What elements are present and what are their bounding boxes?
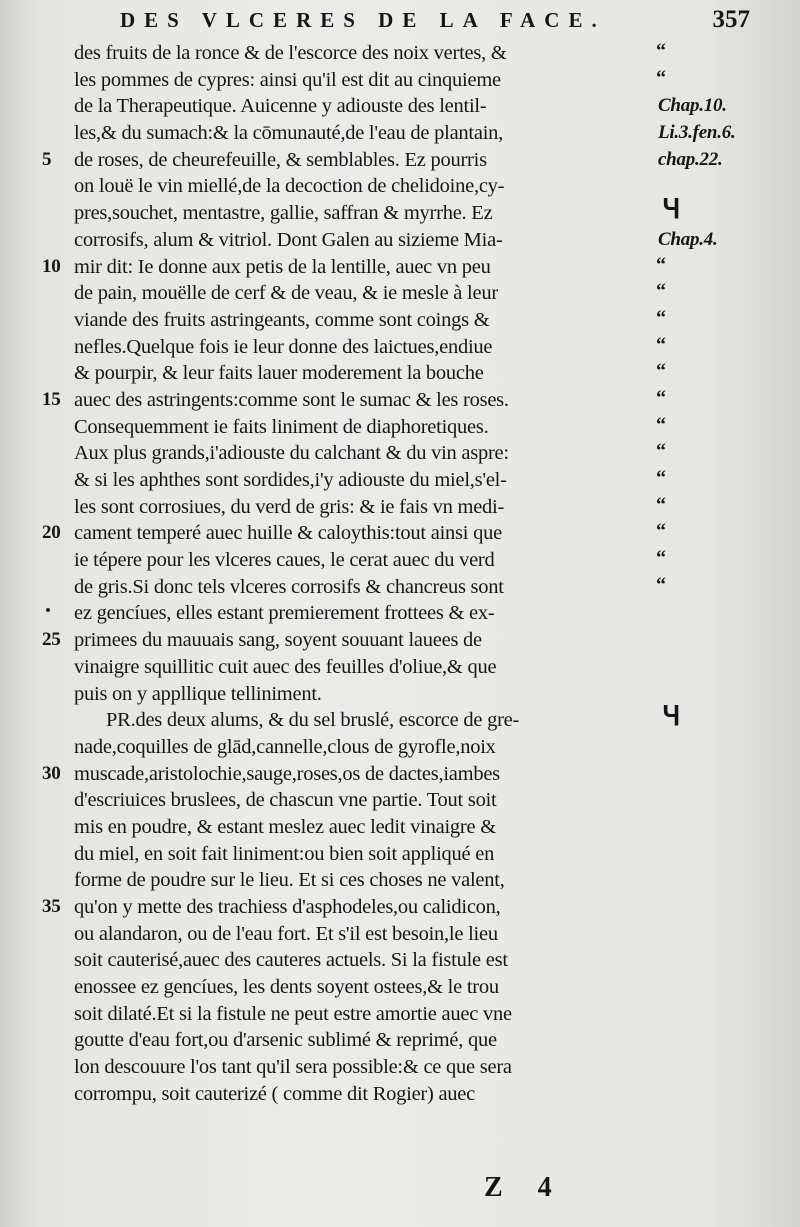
line-text: on louë le vin miellé,de la decoction de chelidoine,cy-	[74, 175, 505, 198]
margin-note: chap.22.	[658, 148, 723, 170]
line-text: du miel, en soit fait liniment:ou bien soit appliqué en	[74, 842, 495, 865]
line-text: de la Therapeutique. Auicenne y adiouste des lentil-	[74, 95, 487, 118]
line-text: viande des fruits astringeants, comme sont coings &	[74, 308, 490, 331]
quotation-mark: “	[656, 333, 666, 356]
text-line	[64, 654, 654, 681]
text-line	[64, 1001, 654, 1028]
line-text: pres,souchet, mentastre, gallie, saffran & myrrhe. Ez	[74, 202, 493, 225]
margin-note: Chap.4.	[658, 228, 718, 250]
quotation-mark: “	[656, 280, 666, 303]
quotation-mark: “	[656, 440, 666, 463]
quotation-mark: “	[656, 520, 666, 543]
text-line	[64, 867, 654, 894]
text-line	[64, 120, 736, 147]
line-text: les sont corrosiues, du verd de gris: & ie fais vn medi-	[74, 495, 505, 518]
text-line	[64, 1081, 654, 1108]
text-line	[64, 1054, 654, 1081]
line-text: qu'on y mette des trachiess d'asphodeles,ou calidicon,	[74, 896, 501, 918]
text-line	[64, 1027, 654, 1054]
text-line	[64, 173, 654, 200]
quotation-mark: “	[656, 253, 666, 276]
quotation-mark: “	[656, 360, 666, 383]
line-text: de gris.Si donc tels vlceres corrosifs & chancreus sont	[74, 575, 504, 598]
line-number: 30	[42, 762, 61, 784]
text-line	[64, 360, 666, 387]
text-line	[42, 627, 654, 654]
text-line	[64, 734, 654, 761]
line-text: de pain, mouëlle de cerf & de veau, & ie mesle à leur	[74, 282, 498, 305]
text-line	[64, 227, 718, 254]
text-line	[64, 440, 666, 467]
text-line	[64, 701, 681, 734]
text-line	[42, 147, 723, 174]
line-text: Aux plus grands,i'adiouste du calchant & du vin aspre:	[74, 442, 509, 465]
quotation-mark: “	[656, 386, 666, 409]
line-text: vinaigre squillitic cuit auec des feuilles d'oliue,& que	[74, 655, 497, 678]
quotation-mark: “	[656, 493, 666, 516]
text-line	[42, 253, 666, 281]
line-text: nefles.Quelque fois ie leur donne des laictues,endiue	[74, 335, 493, 358]
text-line	[64, 467, 666, 494]
text-line	[64, 40, 666, 67]
line-number: 20	[42, 522, 61, 544]
quotation-mark: “	[656, 40, 666, 62]
text-line	[64, 413, 666, 441]
line-text: ez gencíues, elles estant premierement frottees & ex-	[74, 602, 495, 625]
text-line	[64, 600, 654, 627]
margin-note: Li.3.fen.6.	[658, 122, 736, 144]
quotation-mark: “	[656, 547, 666, 570]
text-line	[64, 194, 681, 227]
line-text: ou alandaron, ou de l'eau fort. Et s'il est besoin,le lieu	[74, 922, 498, 945]
ink-dot	[46, 608, 50, 612]
text-line	[64, 841, 654, 868]
text-line	[64, 280, 666, 307]
text-line	[64, 493, 666, 521]
quotation-mark: “	[656, 306, 666, 329]
text-line	[42, 894, 654, 921]
signature-mark: Z 4	[484, 1172, 566, 1203]
line-text: Consequemment ie faits liniment de diaphoretiques.	[74, 415, 489, 438]
line-text: auec des astringents:comme sont le sumac & les roses.	[74, 388, 509, 411]
line-text: de roses, de cheurefeuille, & semblables. Ez pourris	[74, 148, 487, 171]
line-text: PR.des deux alums, & du sel bruslé, escorce de gre-	[106, 709, 520, 732]
line-text: muscade,aristolochie,sauge,roses,os de dactes,iambes	[74, 762, 500, 785]
text-line	[64, 547, 666, 574]
text-line	[64, 681, 654, 708]
line-text: & pourpir, & leur faits lauer moderement la bouche	[74, 362, 484, 385]
line-text: goutte d'eau fort,ou d'arsenic sublimé & reprimé, que	[74, 1029, 497, 1052]
line-text: soit dilaté.Et si la fistule ne peut estre amortie auec vne	[74, 1002, 512, 1025]
line-number: 15	[42, 388, 61, 410]
margin-note: Chap.10.	[658, 95, 727, 117]
line-text: mir dit: Ie donne aux petis de la lentille, auec vn peu	[74, 255, 491, 278]
line-text: enossee ez gencíues, les dents soyent ostees,& le trou	[74, 976, 499, 999]
line-text: corrompu, soit cauterizé ( comme dit Rogier) auec	[74, 1082, 476, 1105]
line-number: 35	[42, 896, 61, 917]
text-line	[64, 947, 654, 974]
running-head: DES VLCERES DE LA FACE.	[120, 8, 606, 32]
line-text: les pommes de cypres: ainsi qu'il est dit au cinquieme	[74, 68, 501, 91]
quotation-mark: “	[656, 66, 666, 89]
text-line	[42, 520, 666, 547]
line-text: soit cauterisé,auec des cauteres actuels. Si la fistule est	[74, 949, 508, 972]
line-text: & si les aphthes sont sordides,i'y adiouste du miel,s'el-	[74, 469, 507, 491]
text-line	[64, 333, 666, 361]
line-text: forme de poudre sur le lieu. Et si ces choses ne valent,	[74, 869, 505, 892]
text-line	[64, 573, 666, 601]
text-line	[64, 306, 666, 334]
line-text: lon descouure l'os tant qu'il sera possible:& ce que sera	[74, 1056, 512, 1079]
text-line	[64, 921, 654, 948]
page-header	[110, 6, 750, 36]
text-line	[64, 787, 654, 814]
quotation-mark: “	[656, 467, 666, 489]
text-line	[64, 814, 654, 841]
line-text: d'escriuices bruslees, de chascun vne partie. Tout soit	[74, 789, 497, 812]
text-line	[64, 93, 727, 120]
line-text: puis on y appllique telliniment.	[74, 682, 322, 705]
line-number: 25	[42, 629, 61, 651]
line-number: 5	[42, 148, 52, 170]
line-text: les,& du sumach:& la cōmunauté,de l'eau de plantain,	[74, 122, 504, 145]
text-line	[42, 761, 654, 788]
line-text: des fruits de la ronce & de l'escorce des noix vertes, &	[74, 42, 507, 64]
body-text	[42, 40, 736, 1108]
recipe-symbol-icon: Ɥ	[662, 194, 681, 225]
line-text: ie tépere pour les vlceres caues, le cerat auec du verd	[74, 549, 495, 572]
recipe-symbol-icon: Ɥ	[662, 701, 681, 732]
text-line	[42, 386, 666, 414]
text-line	[64, 974, 654, 1001]
text-line	[64, 66, 666, 94]
line-text: cament temperé auec huille & caloythis:tout ainsi que	[74, 522, 502, 545]
line-text: mis en poudre, & estant meslez auec ledit vinaigre &	[74, 815, 496, 838]
page-number: 357	[712, 6, 750, 33]
line-text: nade,coquilles de glād,cannelle,clous de gyrofle,noix	[74, 735, 496, 758]
line-text: primees du mauuais sang, soyent souuant lauees de	[74, 629, 482, 652]
quotation-mark: “	[656, 413, 666, 436]
line-number: 10	[42, 255, 61, 277]
line-text: corrosifs, alum & vitriol. Dont Galen au sizieme Mia-	[74, 228, 503, 251]
quotation-mark: “	[656, 573, 666, 596]
